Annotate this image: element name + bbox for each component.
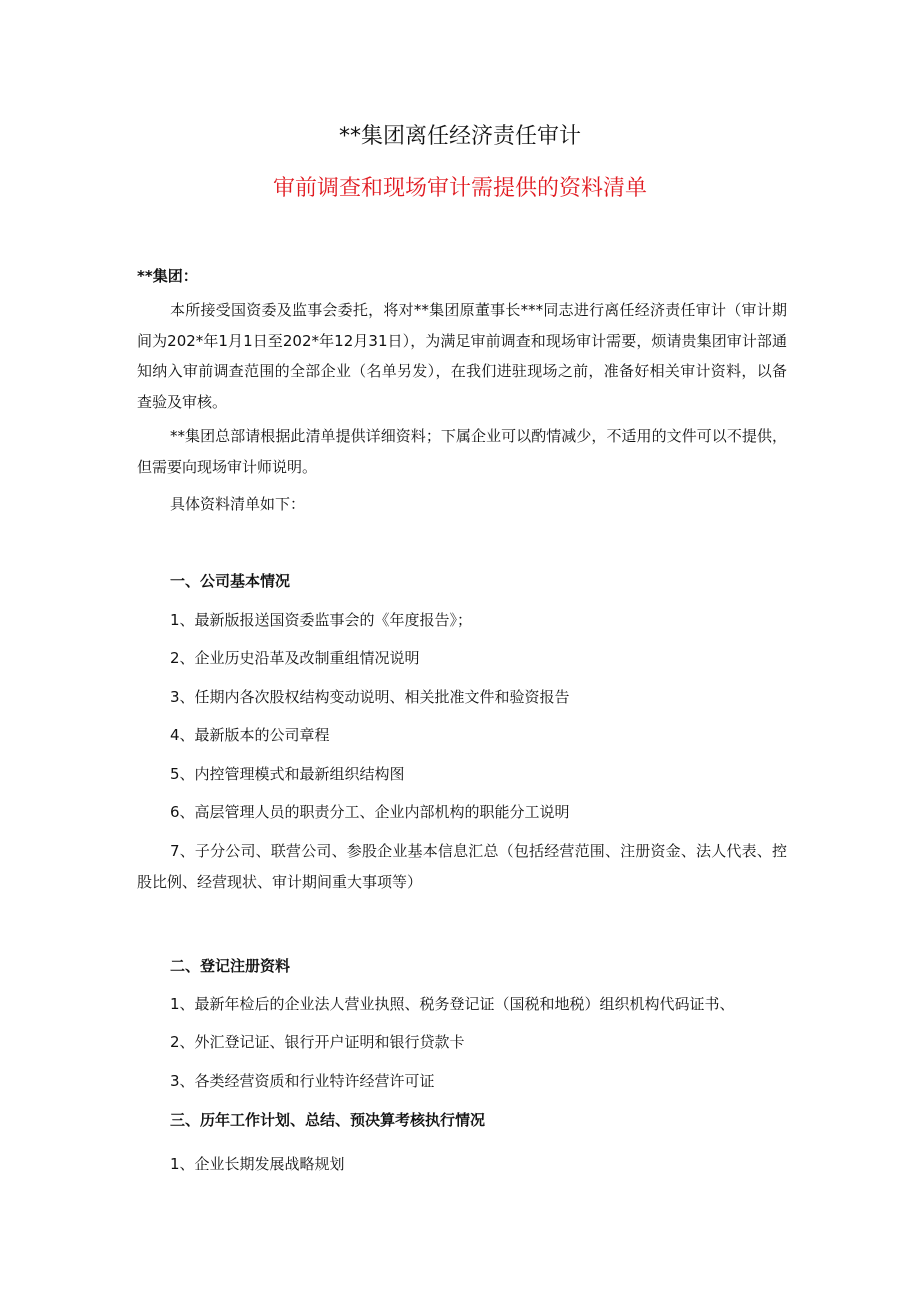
list-item: 1、最新年检后的企业法人营业执照、税务登记证（国税和地税）组织机构代码证书、 bbox=[170, 995, 735, 1013]
list-item: 6、高层管理人员的职责分工、企业内部机构的职能分工说明 bbox=[170, 803, 570, 821]
instruction-paragraph: **集团总部请根据此清单提供详细资料；下属企业可以酌情减少，不适用的文件可以不提供，但需要向现场审计师说明。 bbox=[137, 427, 787, 476]
list-item: 1、最新版报送国资委监事会的《年度报告》； bbox=[170, 611, 473, 629]
list-item: 1、企业长期发展战略规划 bbox=[170, 1155, 345, 1173]
list-item: 7、子分公司、联营公司、参股企业基本信息汇总（包括经营范围、注册资金、法人代表、控股比例、经营现状、审计期间重大事项等） bbox=[137, 842, 787, 891]
list-item: 3、任期内各次股权结构变动说明、相关批准文件和验资报告 bbox=[170, 688, 570, 706]
list-item: 3、各类经营资质和行业特许经营许可证 bbox=[170, 1072, 435, 1090]
section-heading: 一、公司基本情况 bbox=[170, 572, 291, 590]
list-item: 2、外汇登记证、银行开户证明和银行贷款卡 bbox=[170, 1033, 465, 1051]
document-subtitle: 审前调查和现场审计需提供的资料清单 bbox=[272, 176, 647, 201]
list-item: 4、最新版本的公司章程 bbox=[170, 726, 330, 744]
addressee: **集团： bbox=[137, 267, 198, 285]
section-heading: 二、登记注册资料 bbox=[170, 957, 291, 975]
document-title: **集团离任经济责任审计 bbox=[338, 124, 581, 149]
section-heading: 三、历年工作计划、总结、预决算考核执行情况 bbox=[170, 1111, 486, 1129]
list-item: 5、内控管理模式和最新组织结构图 bbox=[170, 765, 405, 783]
list-item: 2、企业历史沿革及改制重组情况说明 bbox=[170, 649, 420, 667]
list-intro: 具体资料清单如下： bbox=[170, 495, 306, 513]
intro-paragraph: 本所接受国资委及监事会委托，将对**集团原董事长***同志进行离任经济责任审计（审计期间为202*年1月1日至202*年12月31日），为满足审前调查和现场审计需要，烦请贵集团审计部通知纳入审前调查范围的全部企业（名单另发），在我们进驻现场之前，准备好相关审计资料，以备查验及审核。 bbox=[137, 301, 787, 411]
